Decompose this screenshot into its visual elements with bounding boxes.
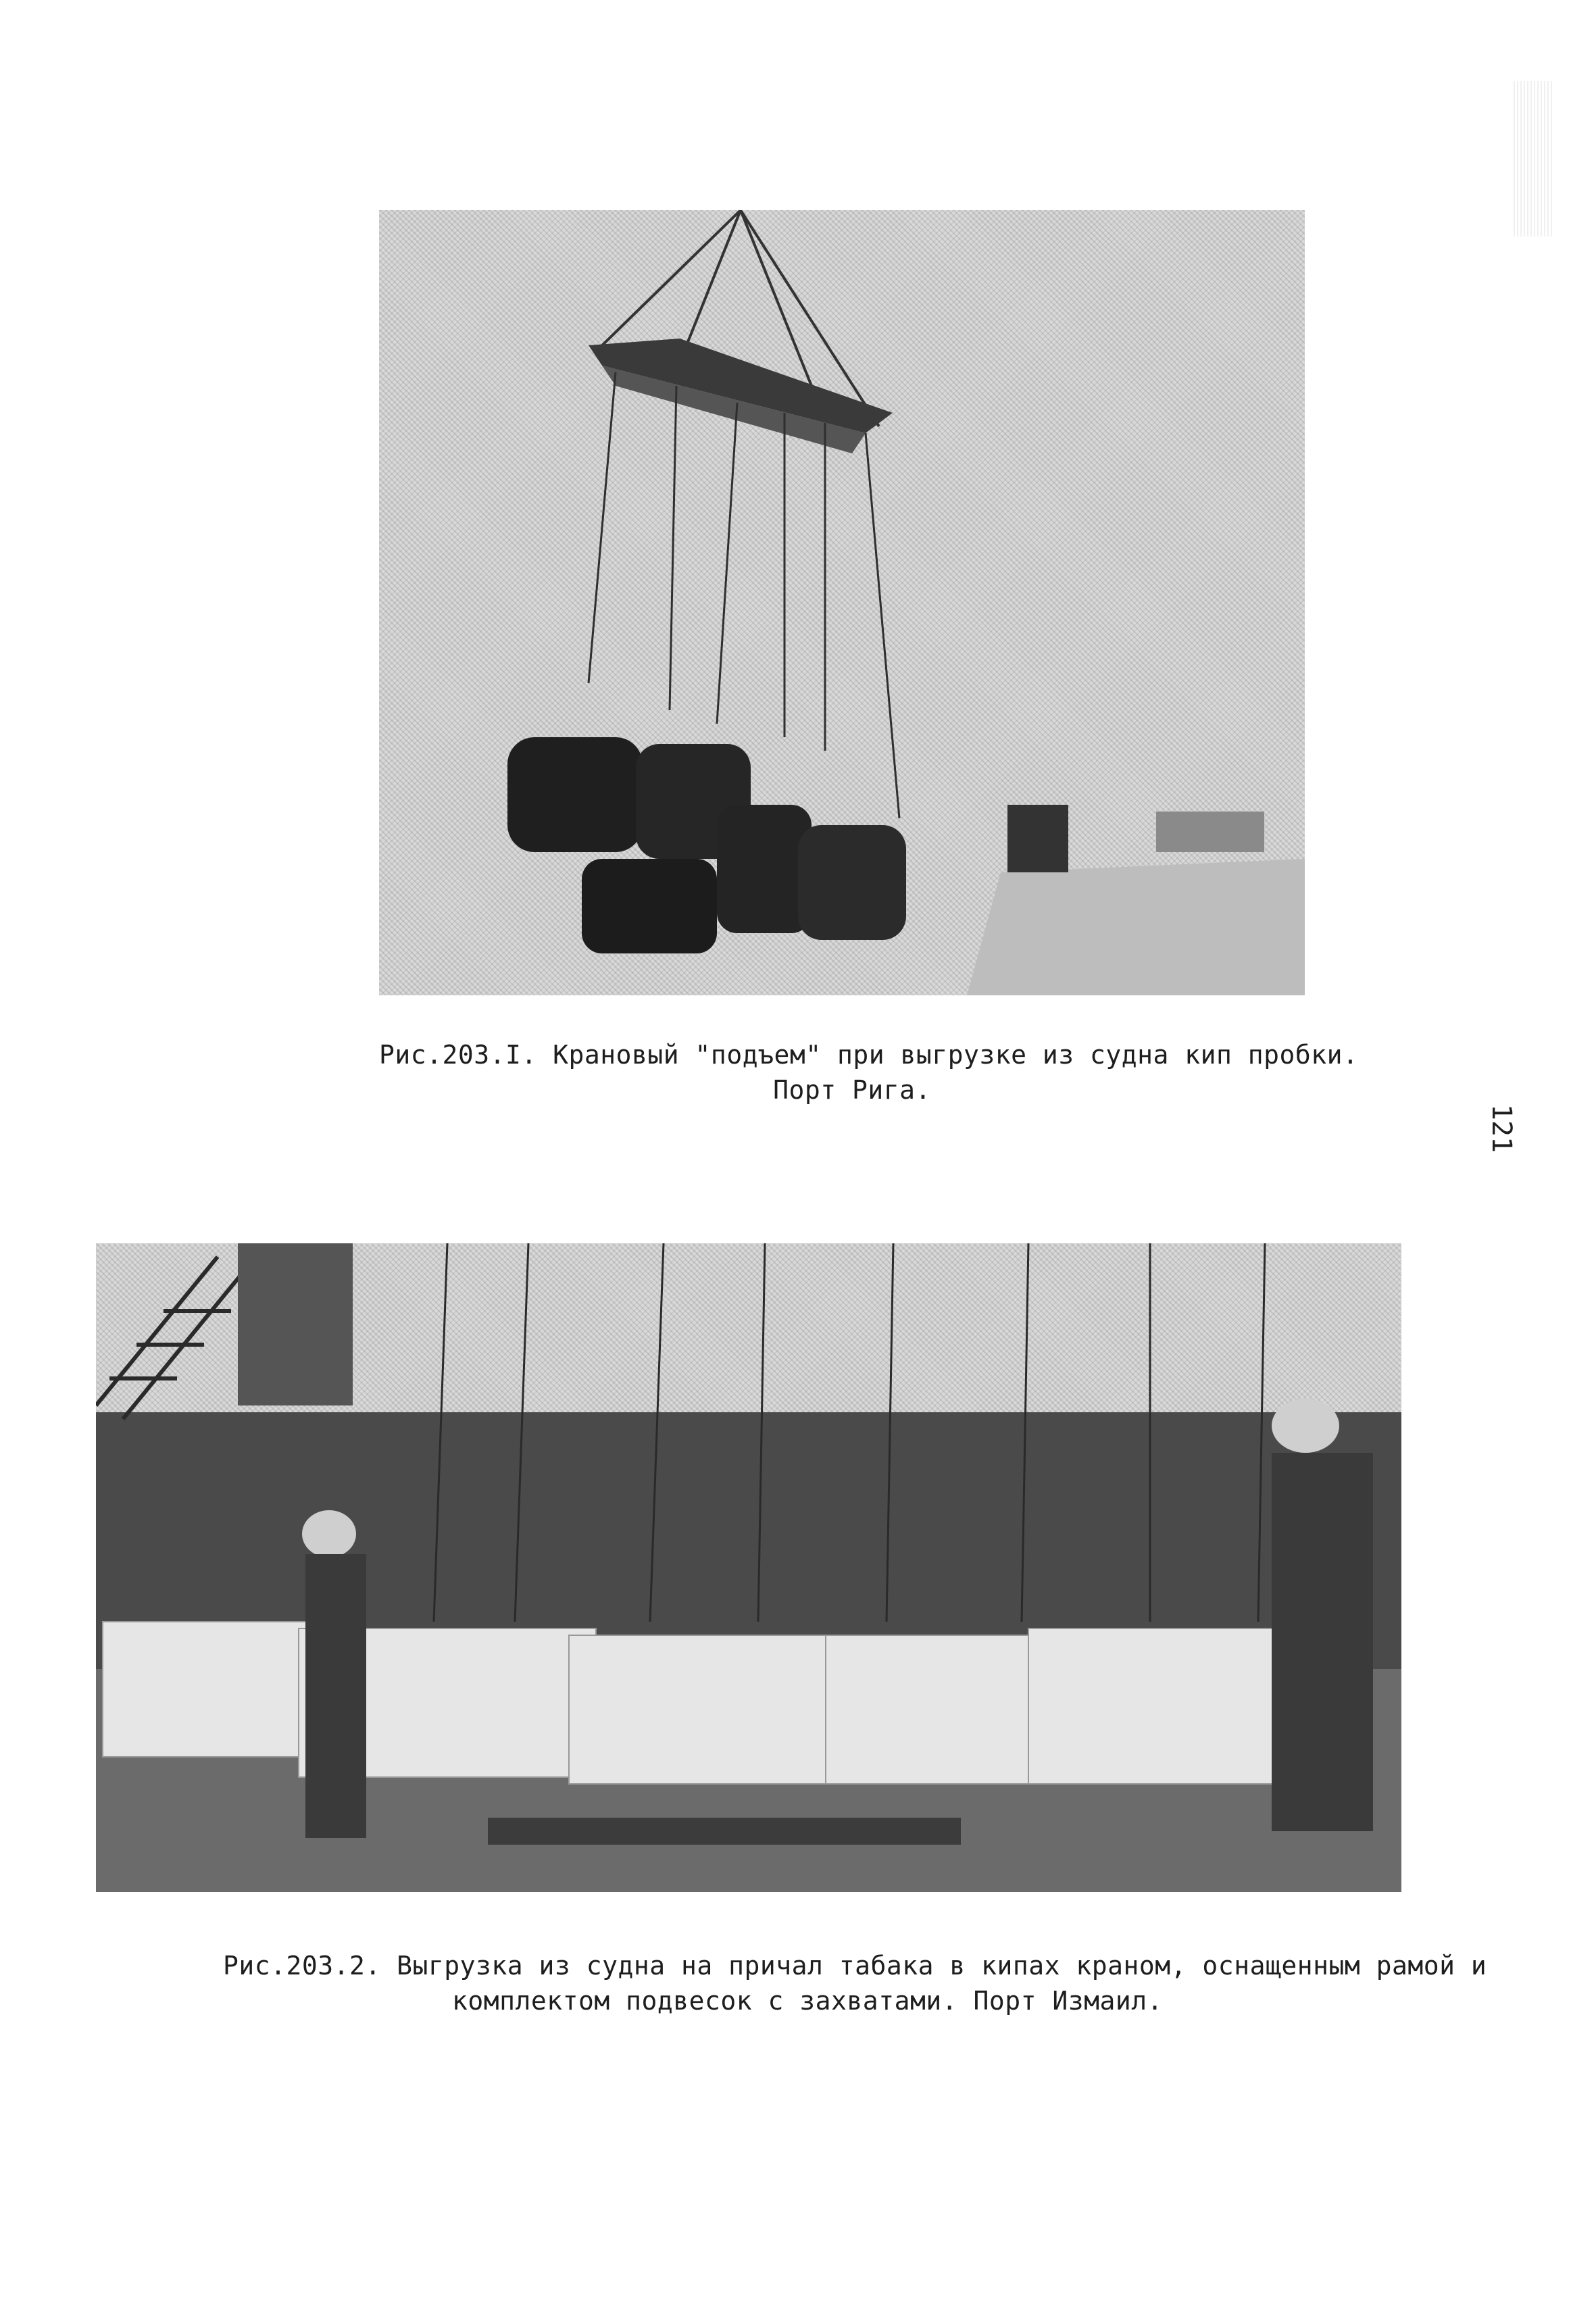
figure2-caption-line1: Рис.203.2. Выгрузка из судна на причал табака в кипах краном, оснащенным рамой и	[223, 1951, 1487, 1981]
pier-plank	[488, 1818, 961, 1845]
figure2-caption	[223, 1948, 1487, 2018]
page-number: 121	[1486, 1103, 1517, 1153]
figure1-caption-line1: Рис.203.I. Крановый "подъем" при выгрузке из судна кип пробки.	[379, 1040, 1359, 1070]
figure1-caption	[379, 1037, 1359, 1107]
figure2-photo	[96, 1243, 1401, 1892]
margin-scan-smudge	[1514, 81, 1554, 237]
figure1-photo	[379, 210, 1305, 995]
figure1-photo-drawing	[379, 210, 1305, 995]
cork-bales	[507, 737, 906, 953]
figure1-caption-line2: Порт Рига.	[773, 1075, 931, 1105]
crane-lattice	[96, 1257, 245, 1419]
figure2-photo-drawing	[96, 1243, 1401, 1892]
crane-column	[238, 1243, 353, 1405]
figure2-caption-line2: комплектом подвесок с захватами. Порт Измаил.	[451, 1986, 1163, 2016]
ship-deck	[967, 805, 1305, 995]
spreader-frame	[589, 339, 893, 453]
